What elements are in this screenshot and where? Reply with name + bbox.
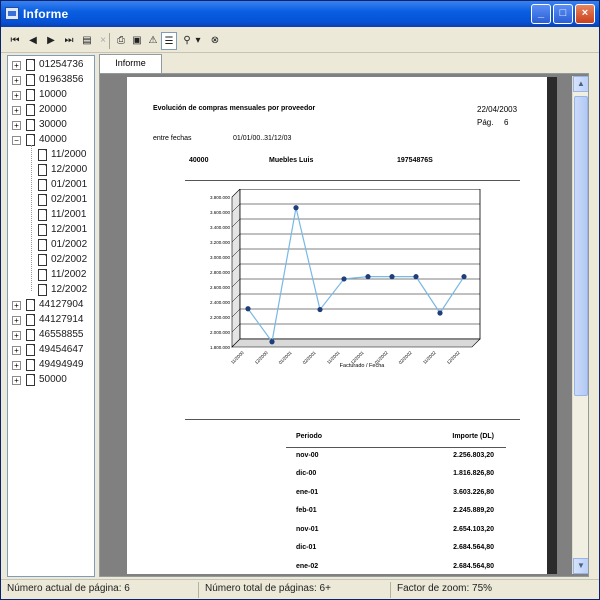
- report-title: Evolución de compras mensuales por proveedor: [153, 105, 316, 112]
- page-label: Pág.: [477, 118, 494, 127]
- tree-child-11-2002[interactable]: [8, 268, 94, 283]
- tree-node-label: 01254736: [39, 59, 84, 70]
- period-cell: dic-01: [296, 544, 317, 551]
- data-point: [245, 306, 250, 311]
- tab-informe-principal[interactable]: Informe: [99, 54, 162, 73]
- document-icon: [26, 74, 35, 86]
- tree-child-label: 02/2002: [51, 254, 88, 265]
- tree-node-label: 49454647: [39, 344, 84, 355]
- tree-child-label: 01/2001: [51, 179, 88, 190]
- toolbar-separator: [109, 33, 110, 49]
- document-icon: [26, 104, 35, 116]
- tree-expand-icon[interactable]: +: [12, 361, 21, 370]
- tree-node-label: 44127914: [39, 314, 84, 325]
- table-row: [286, 540, 506, 559]
- tree-child-label: 12/2001: [51, 224, 88, 235]
- tree-child-label: 11/2002: [51, 269, 87, 280]
- purchases-table: [286, 429, 506, 577]
- group-tree-toggle-icon[interactable]: ☰: [161, 32, 177, 50]
- document-icon: [38, 239, 47, 251]
- y-tick-label: 3.200.000: [209, 240, 230, 245]
- y-tick-label: 1.800.000: [209, 345, 230, 350]
- tree-expand-icon[interactable]: +: [12, 121, 21, 130]
- new-page-icon[interactable]: ▤: [82, 35, 92, 46]
- tree-child-11-2001[interactable]: [8, 208, 94, 223]
- tree-child-11-2000[interactable]: [8, 148, 94, 163]
- data-point: [341, 276, 346, 281]
- y-tick-label: 3.600.000: [209, 210, 230, 215]
- data-point: [389, 274, 394, 279]
- x-tick-label: 11/2001: [325, 350, 341, 365]
- close-button[interactable]: ×: [575, 4, 595, 24]
- divider: [185, 180, 520, 181]
- prev-page-icon[interactable]: ◀: [29, 35, 37, 46]
- table-header-row: [286, 429, 506, 448]
- supplier-code: 40000: [189, 157, 209, 164]
- tree-node-label: 01963856: [39, 74, 84, 85]
- tree-node-label: 46558855: [39, 329, 84, 340]
- tree-child-12-2000[interactable]: [8, 163, 94, 178]
- table-row: [286, 466, 506, 485]
- data-point: [317, 307, 322, 312]
- x-tick-label: 02/2002: [397, 350, 413, 366]
- tab-bar: [99, 54, 589, 74]
- y-tick-label: 2.400.000: [209, 300, 230, 305]
- document-icon: [38, 194, 47, 206]
- document-icon: [26, 89, 35, 101]
- document-icon: [38, 284, 47, 296]
- range-label: entre fechas: [153, 135, 192, 142]
- tree-node-49454647[interactable]: [8, 343, 94, 358]
- document-icon: [26, 359, 35, 371]
- report-viewer[interactable]: [99, 73, 589, 577]
- document-icon: [26, 119, 35, 131]
- tree-guide-line: [31, 145, 32, 291]
- tree-child-02-2001[interactable]: [8, 193, 94, 208]
- table-row: [286, 485, 506, 504]
- scroll-thumb[interactable]: [574, 96, 588, 396]
- tree-expand-icon[interactable]: +: [12, 76, 21, 85]
- tree-child-label: 11/2000: [51, 149, 87, 160]
- table-row: [286, 503, 506, 522]
- toolbar: [1, 29, 599, 53]
- tree-node-49494949[interactable]: [8, 358, 94, 373]
- supplier-tax-id: 19754876S: [397, 157, 433, 164]
- x-tick-label: 11/2000: [229, 350, 245, 365]
- period-cell: feb-01: [296, 507, 317, 514]
- tree-expand-icon[interactable]: +: [12, 61, 21, 70]
- data-point: [437, 310, 442, 315]
- status-total-pages: Número total de páginas: 6+: [201, 582, 391, 598]
- document-icon: [38, 164, 47, 176]
- first-page-icon[interactable]: ⏮: [10, 35, 20, 46]
- amount-cell: 2.684.564,80: [453, 562, 494, 570]
- period-cell: ene-02: [296, 562, 319, 570]
- tree-node-10000[interactable]: [8, 88, 94, 103]
- y-tick-label: 3.800.000: [209, 195, 230, 200]
- tree-expand-icon[interactable]: +: [12, 331, 21, 340]
- vertical-scrollbar[interactable]: [572, 76, 588, 574]
- period-cell: ene-01: [296, 488, 319, 496]
- next-page-icon[interactable]: ▶: [47, 35, 55, 46]
- group-tree[interactable]: [7, 55, 95, 577]
- document-icon: [26, 299, 35, 311]
- scroll-down-icon[interactable]: ▼: [573, 558, 589, 574]
- tree-child-12-2002[interactable]: [8, 283, 94, 298]
- column-header-period: Periodo: [296, 433, 323, 440]
- minimize-button[interactable]: _: [531, 4, 551, 24]
- column-header-amount: Importe (DL): [452, 433, 494, 440]
- data-point: [461, 274, 466, 279]
- tree-child-label: 11/2001: [51, 209, 87, 220]
- period-cell: nov-01: [296, 525, 319, 533]
- table-row: [286, 559, 506, 578]
- tree-child-label: 12/2002: [51, 284, 88, 295]
- report-page: [127, 77, 547, 574]
- tree-child-12-2001[interactable]: [8, 223, 94, 238]
- y-tick-label: 2.200.000: [209, 315, 230, 320]
- tree-expand-icon[interactable]: +: [12, 301, 21, 310]
- amount-cell: 2.245.889,20: [453, 507, 494, 514]
- tree-node-40000[interactable]: [8, 133, 94, 148]
- tree-child-01-2001[interactable]: [8, 178, 94, 193]
- tree-node-label: 50000: [39, 374, 67, 385]
- window-title: Informe: [23, 7, 69, 21]
- amount-cell: 2.654.103,20: [453, 525, 494, 533]
- tree-node-46558855[interactable]: [8, 328, 94, 343]
- tree-expand-icon[interactable]: +: [12, 91, 21, 100]
- tree-child-label: 12/2000: [51, 164, 88, 175]
- tree-node-label: 30000: [39, 119, 67, 130]
- table-row: [286, 522, 506, 541]
- x-tick-label: 11/2002: [421, 350, 437, 365]
- tree-node-30000[interactable]: [8, 118, 94, 133]
- data-point: [269, 339, 274, 344]
- title-bar[interactable]: [1, 1, 599, 27]
- x-tick-label: 12/2000: [253, 350, 269, 366]
- document-icon: [38, 254, 47, 266]
- last-page-icon[interactable]: ⏭: [64, 35, 74, 46]
- range-value: 01/01/00..31/12/03: [233, 135, 292, 142]
- data-point: [413, 274, 418, 279]
- tree-node-01254736[interactable]: [8, 58, 94, 73]
- document-icon: [26, 314, 35, 326]
- page-number: 6: [504, 118, 509, 127]
- tree-expand-icon[interactable]: +: [12, 316, 21, 325]
- tree-expand-icon[interactable]: +: [12, 106, 21, 115]
- tree-child-02-2002[interactable]: [8, 253, 94, 268]
- x-axis-label: Facturado / Fecha: [339, 363, 385, 369]
- table-row: [286, 448, 506, 467]
- document-icon: [38, 209, 47, 221]
- tree-expand-icon[interactable]: +: [12, 376, 21, 385]
- app-icon: [5, 7, 19, 20]
- divider: [185, 419, 520, 420]
- tree-node-44127904[interactable]: [8, 298, 94, 313]
- tree-child-label: 01/2002: [51, 239, 88, 250]
- tree-node-50000[interactable]: [8, 373, 94, 388]
- zoom-dropdown-icon[interactable]: ▾: [195, 35, 201, 46]
- status-bar: [1, 579, 599, 599]
- y-tick-label: 3.000.000: [209, 255, 230, 260]
- tree-child-01-2002[interactable]: [8, 238, 94, 253]
- print-icon[interactable]: ⎙: [117, 35, 125, 46]
- scroll-up-icon[interactable]: ▲: [573, 76, 589, 92]
- status-zoom: Factor de zoom: 75%: [397, 583, 493, 594]
- maximize-button[interactable]: □: [553, 4, 573, 24]
- tree-node-label: 49494949: [39, 359, 84, 370]
- document-icon: [26, 329, 35, 341]
- document-icon: [26, 59, 35, 71]
- document-icon: [26, 344, 35, 356]
- data-point: [293, 205, 298, 210]
- period-cell: dic-00: [296, 470, 317, 477]
- pdf-export-icon[interactable]: ⚠: [148, 35, 158, 46]
- data-point: [365, 274, 370, 279]
- tree-node-label: 20000: [39, 104, 67, 115]
- x-tick-label: 01/2001: [277, 350, 293, 366]
- amount-cell: 3.603.226,80: [453, 488, 494, 496]
- tree-node-44127914[interactable]: [8, 313, 94, 328]
- tree-child-label: 02/2001: [51, 194, 88, 205]
- tree-node-label: 44127904: [39, 299, 84, 310]
- document-icon: [38, 224, 47, 236]
- x-tick-label: 02/2001: [301, 350, 317, 366]
- zoom-icon[interactable]: ⚲: [183, 35, 191, 46]
- y-tick-label: 2.600.000: [209, 285, 230, 290]
- x-tick-label: 01/2002: [373, 350, 389, 366]
- amount-cell: 2.256.803,20: [453, 451, 494, 459]
- supplier-name: Muebles Luis: [269, 157, 314, 164]
- chart-floor: [232, 339, 480, 347]
- tree-node-label: 10000: [39, 89, 67, 100]
- amount-cell: 2.684.564,80: [453, 544, 494, 551]
- export-icon[interactable]: ▣: [132, 35, 142, 46]
- x-tick-label: 12/2001: [349, 350, 365, 366]
- find-icon[interactable]: ⊗: [210, 35, 220, 46]
- page-shadow: [547, 77, 557, 574]
- y-tick-label: 2.000.000: [209, 330, 230, 335]
- amount-cell: 1.816.826,80: [453, 470, 494, 477]
- close-document-icon[interactable]: ×: [100, 35, 106, 46]
- tree-node-label: 40000: [39, 134, 67, 145]
- period-cell: nov-00: [296, 451, 319, 459]
- report-date: 22/04/2003: [477, 105, 518, 114]
- status-current-page: Número actual de página: 6: [3, 582, 199, 598]
- x-tick-label: 12/2002: [445, 350, 461, 366]
- purchases-line-chart: [187, 189, 487, 394]
- tree-node-01963856[interactable]: [8, 73, 94, 88]
- document-icon: [26, 374, 35, 386]
- document-icon: [38, 149, 47, 161]
- tree-node-20000[interactable]: [8, 103, 94, 118]
- y-tick-label: 3.400.000: [209, 225, 230, 230]
- tree-collapse-icon[interactable]: −: [12, 136, 21, 145]
- tree-expand-icon[interactable]: +: [12, 346, 21, 355]
- document-icon: [38, 179, 47, 191]
- y-tick-label: 2.800.000: [209, 270, 230, 275]
- document-icon: [38, 269, 47, 281]
